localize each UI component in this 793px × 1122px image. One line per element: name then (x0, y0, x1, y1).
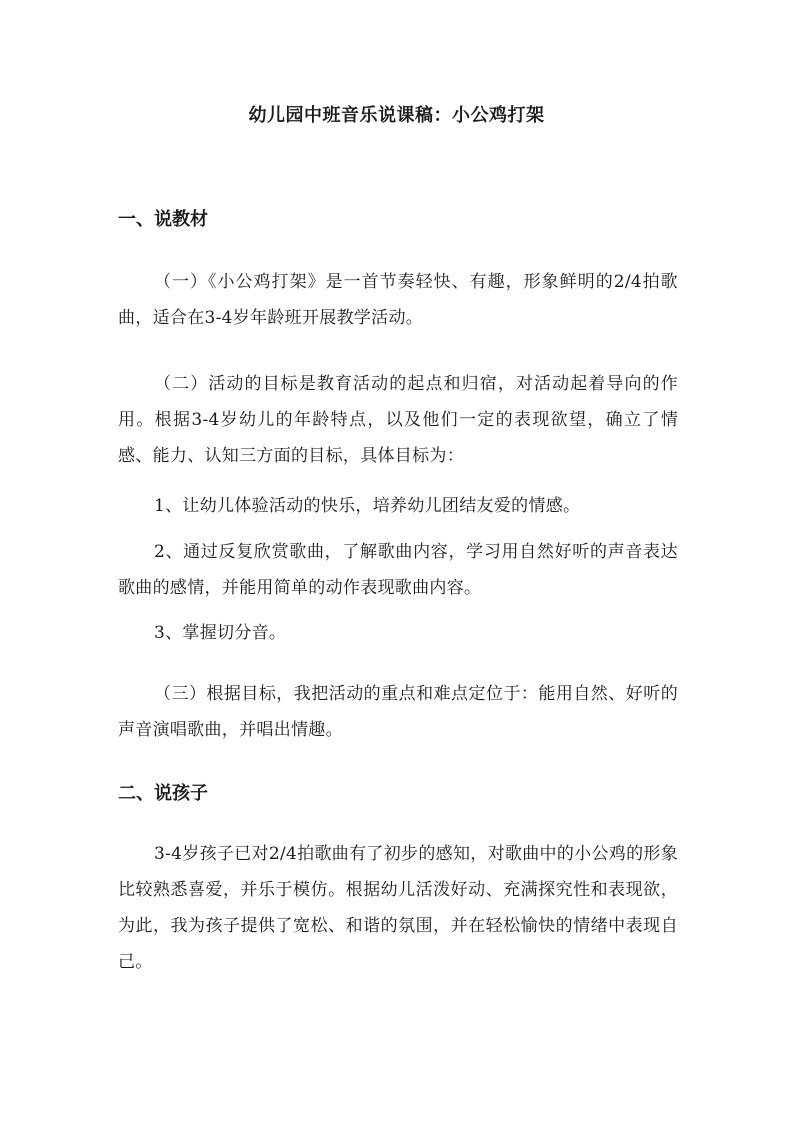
objective-item-2: 2、通过反复欣赏歌曲，了解歌曲内容，学习用自然好听的声音表达歌曲的感情，并能用简单的动作表现歌曲内容。 (118, 542, 678, 598)
paragraph-children-1: 3-4岁孩子已对2/4拍歌曲有了初步的感知，对歌曲中的小公鸡的形象比较熟悉喜爱，并乐于模仿。根据幼儿活泼好动、充满探究性和表现欲，为此，我为孩子提供了宽松、和谐的氛围，并在轻松愉快的情绪中表现自己。 (118, 844, 678, 972)
page-title: 幼儿园中班音乐说课稿：小公鸡打架 (248, 105, 545, 126)
section-heading-children: 二、说孩子 (118, 783, 208, 804)
objective-item-1: 1、让幼儿体验活动的快乐，培养幼儿团结友爱的情感。 (154, 496, 581, 516)
paragraph-material-3: （三）根据目标，我把活动的重点和难点定位于：能用自然、好听的声音演唱歌曲，并唱出情趣。 (118, 684, 678, 740)
section-heading-teaching-material: 一、说教材 (118, 209, 208, 230)
paragraph-material-2: （二）活动的目标是教育活动的起点和归宿，对活动起着导向的作用。根据3-4岁幼儿的年龄特点，以及他们一定的表现欲望，确立了情感、能力、认知三方面的目标，具体目标为： (118, 374, 678, 466)
objective-item-3: 3、掌握切分音。 (154, 623, 287, 643)
paragraph-material-1: （一）《小公鸡打架》是一首节奏轻快、有趣，形象鲜明的2/4拍歌曲，适合在3-4岁年龄班开展教学活动。 (118, 272, 678, 328)
